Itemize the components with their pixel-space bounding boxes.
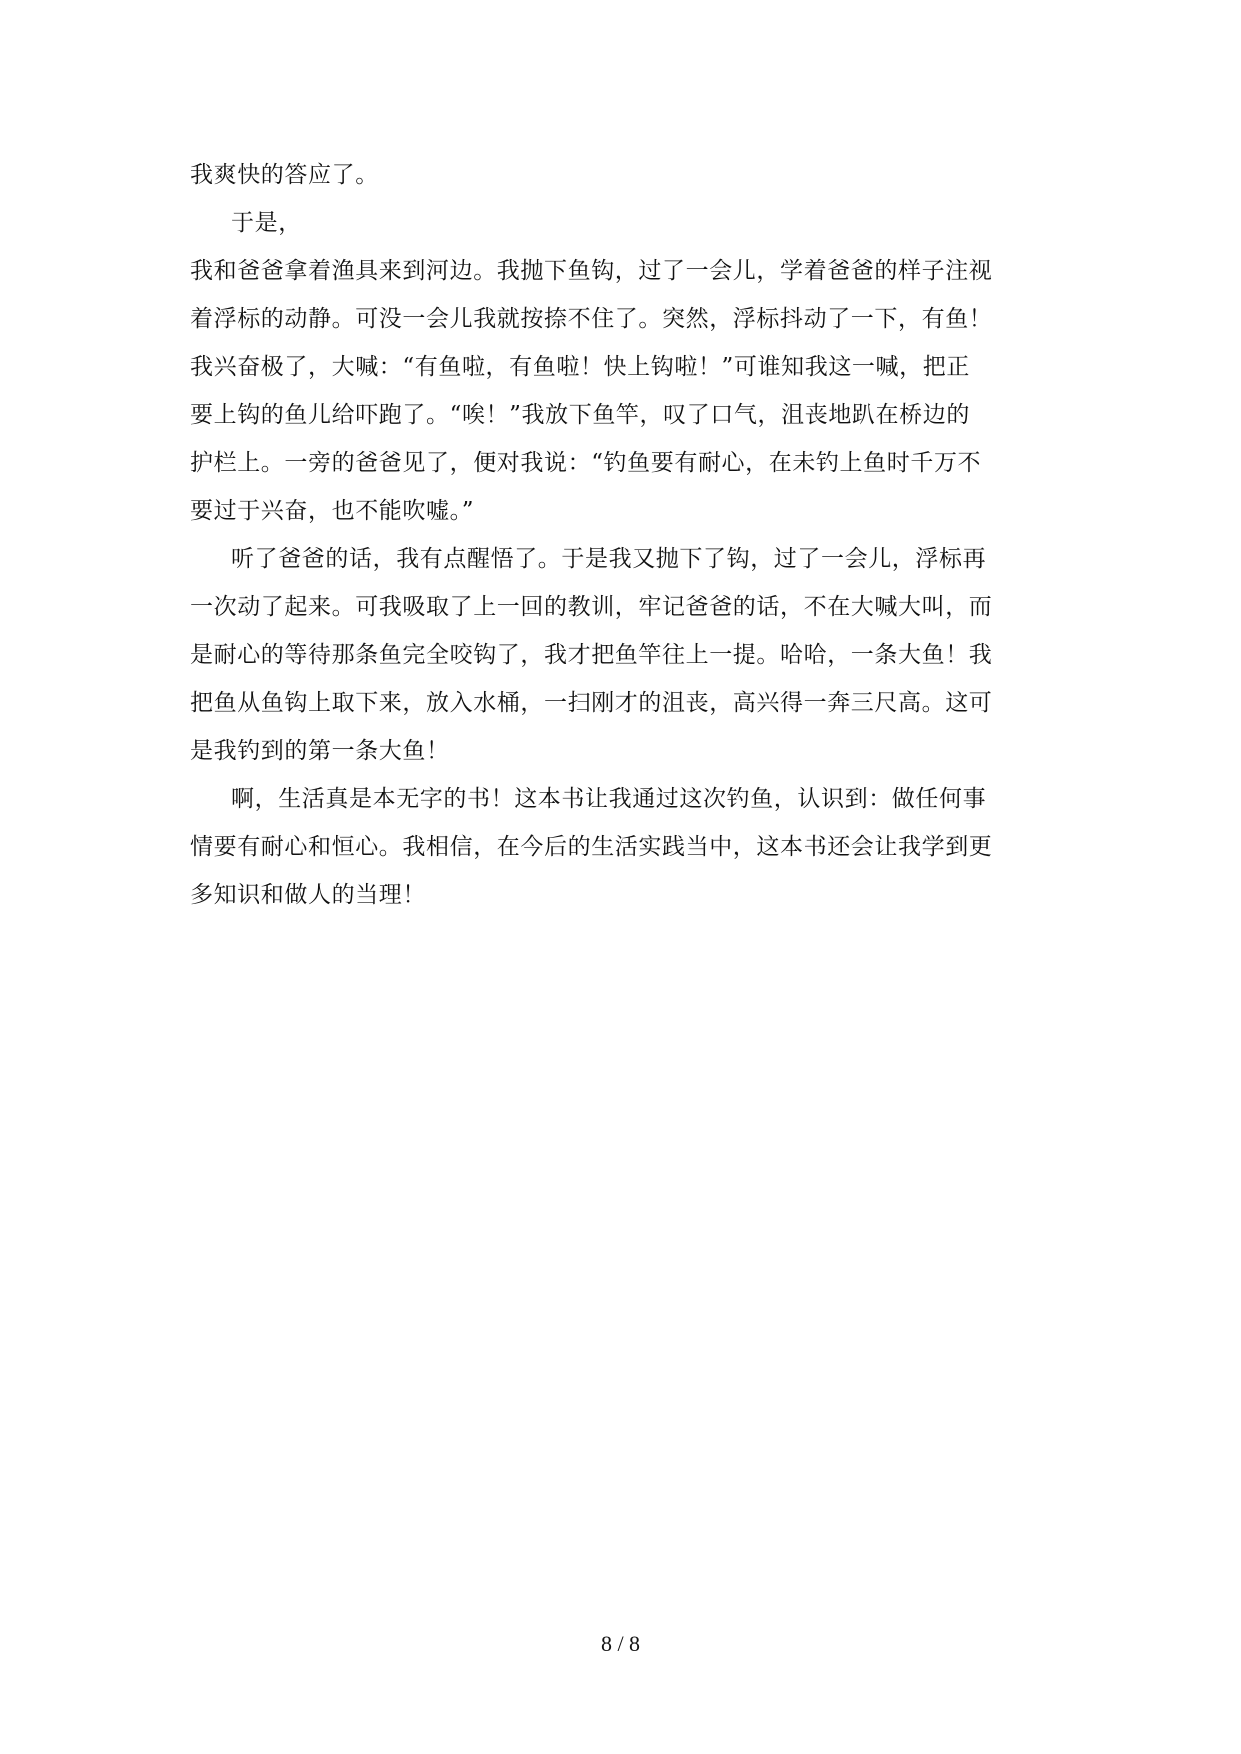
text-line: 我爽快的答应了。 xyxy=(190,162,379,188)
text-line: 我兴奋极了，大喊：“有鱼啦，有鱼啦！快上钩啦！”可谁知我这一喊，把正 xyxy=(190,354,970,380)
page-number: 8 / 8 xyxy=(600,1631,641,1656)
text-line: 是耐心的等待那条鱼完全咬钩了，我才把鱼竿往上一提。哈哈，一条大鱼！我 xyxy=(190,642,993,668)
text-line: 多知识和做人的当理！ xyxy=(190,882,426,908)
text-line: 情要有耐心和恒心。我相信，在今后的生活实践当中，这本书还会让我学到更 xyxy=(190,834,993,860)
text-line: 是我钓到的第一条大鱼！ xyxy=(190,738,450,764)
text-line: 于是， xyxy=(231,210,302,236)
text-line: 啊，生活真是本无字的书！这本书让我通过这次钓鱼，认识到：做任何事 xyxy=(231,786,987,812)
text-line: 把鱼从鱼钩上取下来，放入水桶，一扫刚才的沮丧，高兴得一奔三尺高。这可 xyxy=(190,690,993,716)
text-line: 护栏上。一旁的爸爸见了，便对我说：“钓鱼要有耐心，在未钓上鱼时千万不 xyxy=(190,450,982,476)
text-line: 一次动了起来。可我吸取了上一回的教训，牢记爸爸的话，不在大喊大叫，而 xyxy=(190,594,993,620)
body-text xyxy=(190,151,1050,919)
text-line: 要上钩的鱼儿给吓跑了。“唉！”我放下鱼竿，叹了口气，沮丧地趴在桥边的 xyxy=(190,402,970,428)
text-line: 听了爸爸的话，我有点醒悟了。于是我又抛下了钩，过了一会儿，浮标再 xyxy=(231,546,987,572)
text-line: 我和爸爸拿着渔具来到河边。我抛下鱼钩，过了一会儿，学着爸爸的样子注视 xyxy=(190,258,993,284)
text-line: 着浮标的动静。可没一会儿我就按捺不住了。突然，浮标抖动了一下，有鱼！ xyxy=(190,306,993,332)
text-line: 要过于兴奋，也不能吹嘘。” xyxy=(190,498,475,524)
